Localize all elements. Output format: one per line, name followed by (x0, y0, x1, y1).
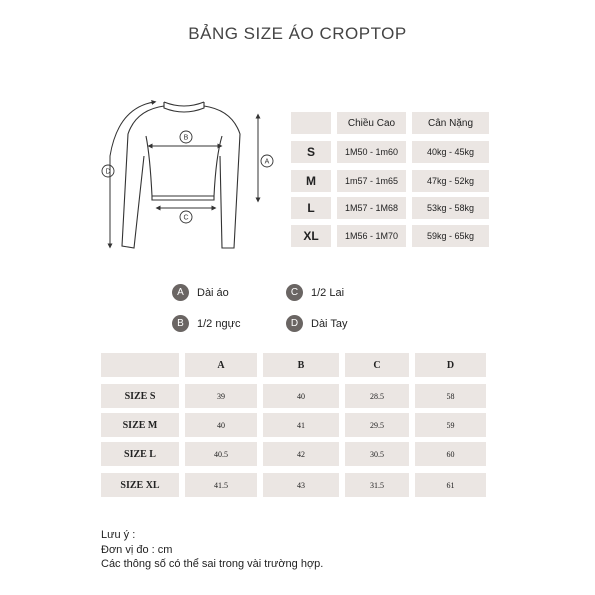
diagram-badge-b: B (183, 134, 189, 142)
croptop-diagram (98, 96, 284, 266)
measure-cell: 40 (263, 384, 339, 408)
note-heading: Lưu ý : (101, 529, 136, 541)
size-label: M (291, 170, 331, 192)
legend-label: 1/2 Lai (311, 286, 345, 299)
measure-header-c: C (345, 353, 409, 377)
measure-cell: 30.5 (345, 442, 409, 466)
legend-badge: D (286, 315, 303, 332)
legend-item-c (286, 284, 344, 301)
measure-cell: 41.5 (185, 473, 257, 497)
measure-cell: 40 (185, 413, 257, 437)
size-height-cell: 1M50 - 1m60 (337, 141, 406, 163)
page-title: BẢNG SIZE ÁO CROPTOP (188, 24, 407, 43)
measure-cell: 40.5 (185, 442, 257, 466)
size-weight-cell: 40kg - 45kg (412, 141, 489, 163)
size-table-header-height: Chiều Cao (337, 112, 406, 134)
legend-label: 1/2 ngực (197, 317, 241, 330)
measure-row-label: SIZE S (101, 384, 179, 408)
diagram-badge-d: D (105, 168, 111, 176)
legend-badge: B (172, 315, 189, 332)
measure-header-b: B (263, 353, 339, 377)
legend-badge: C (286, 284, 303, 301)
size-weight-cell: 59kg - 65kg (412, 225, 489, 247)
size-weight-cell: 53kg - 58kg (412, 197, 489, 219)
measure-table-corner (101, 353, 179, 377)
legend-item-a (172, 284, 229, 301)
size-label: XL (291, 225, 331, 247)
size-table-header-weight: Cân Nặng (412, 112, 489, 134)
measure-row-label: SIZE M (101, 413, 179, 437)
diagram-badge-a: A (264, 158, 270, 166)
diagram-badge-c: C (183, 214, 189, 222)
measure-cell: 42 (263, 442, 339, 466)
note-unit: Đơn vị đo : cm (101, 544, 173, 556)
size-label: S (291, 141, 331, 163)
measure-cell: 61 (415, 473, 486, 497)
measure-header-d: D (415, 353, 486, 377)
measure-row-label: SIZE XL (101, 473, 179, 497)
size-height-cell: 1m57 - 1m65 (337, 170, 406, 192)
measure-cell: 60 (415, 442, 486, 466)
measure-cell: 43 (263, 473, 339, 497)
measure-cell: 31.5 (345, 473, 409, 497)
measure-row-label: SIZE L (101, 442, 179, 466)
note-disclaimer: Các thông số có thể sai trong vài trường hợp. (101, 558, 324, 570)
size-height-cell: 1M57 - 1M68 (337, 197, 406, 219)
measure-cell: 29.5 (345, 413, 409, 437)
legend-label: Dài áo (197, 286, 229, 299)
size-weight-cell: 47kg - 52kg (412, 170, 489, 192)
legend-item-b (172, 315, 240, 332)
measure-cell: 39 (185, 384, 257, 408)
legend-item-d (286, 315, 347, 332)
measure-cell: 59 (415, 413, 486, 437)
size-table-corner (291, 112, 331, 134)
measure-cell: 58 (415, 384, 486, 408)
legend-badge: A (172, 284, 189, 301)
size-label: L (291, 197, 331, 219)
measure-cell: 28.5 (345, 384, 409, 408)
legend-label: Dài Tay (311, 317, 348, 330)
measure-cell: 41 (263, 413, 339, 437)
size-height-cell: 1M56 - 1M70 (337, 225, 406, 247)
measure-header-a: A (185, 353, 257, 377)
